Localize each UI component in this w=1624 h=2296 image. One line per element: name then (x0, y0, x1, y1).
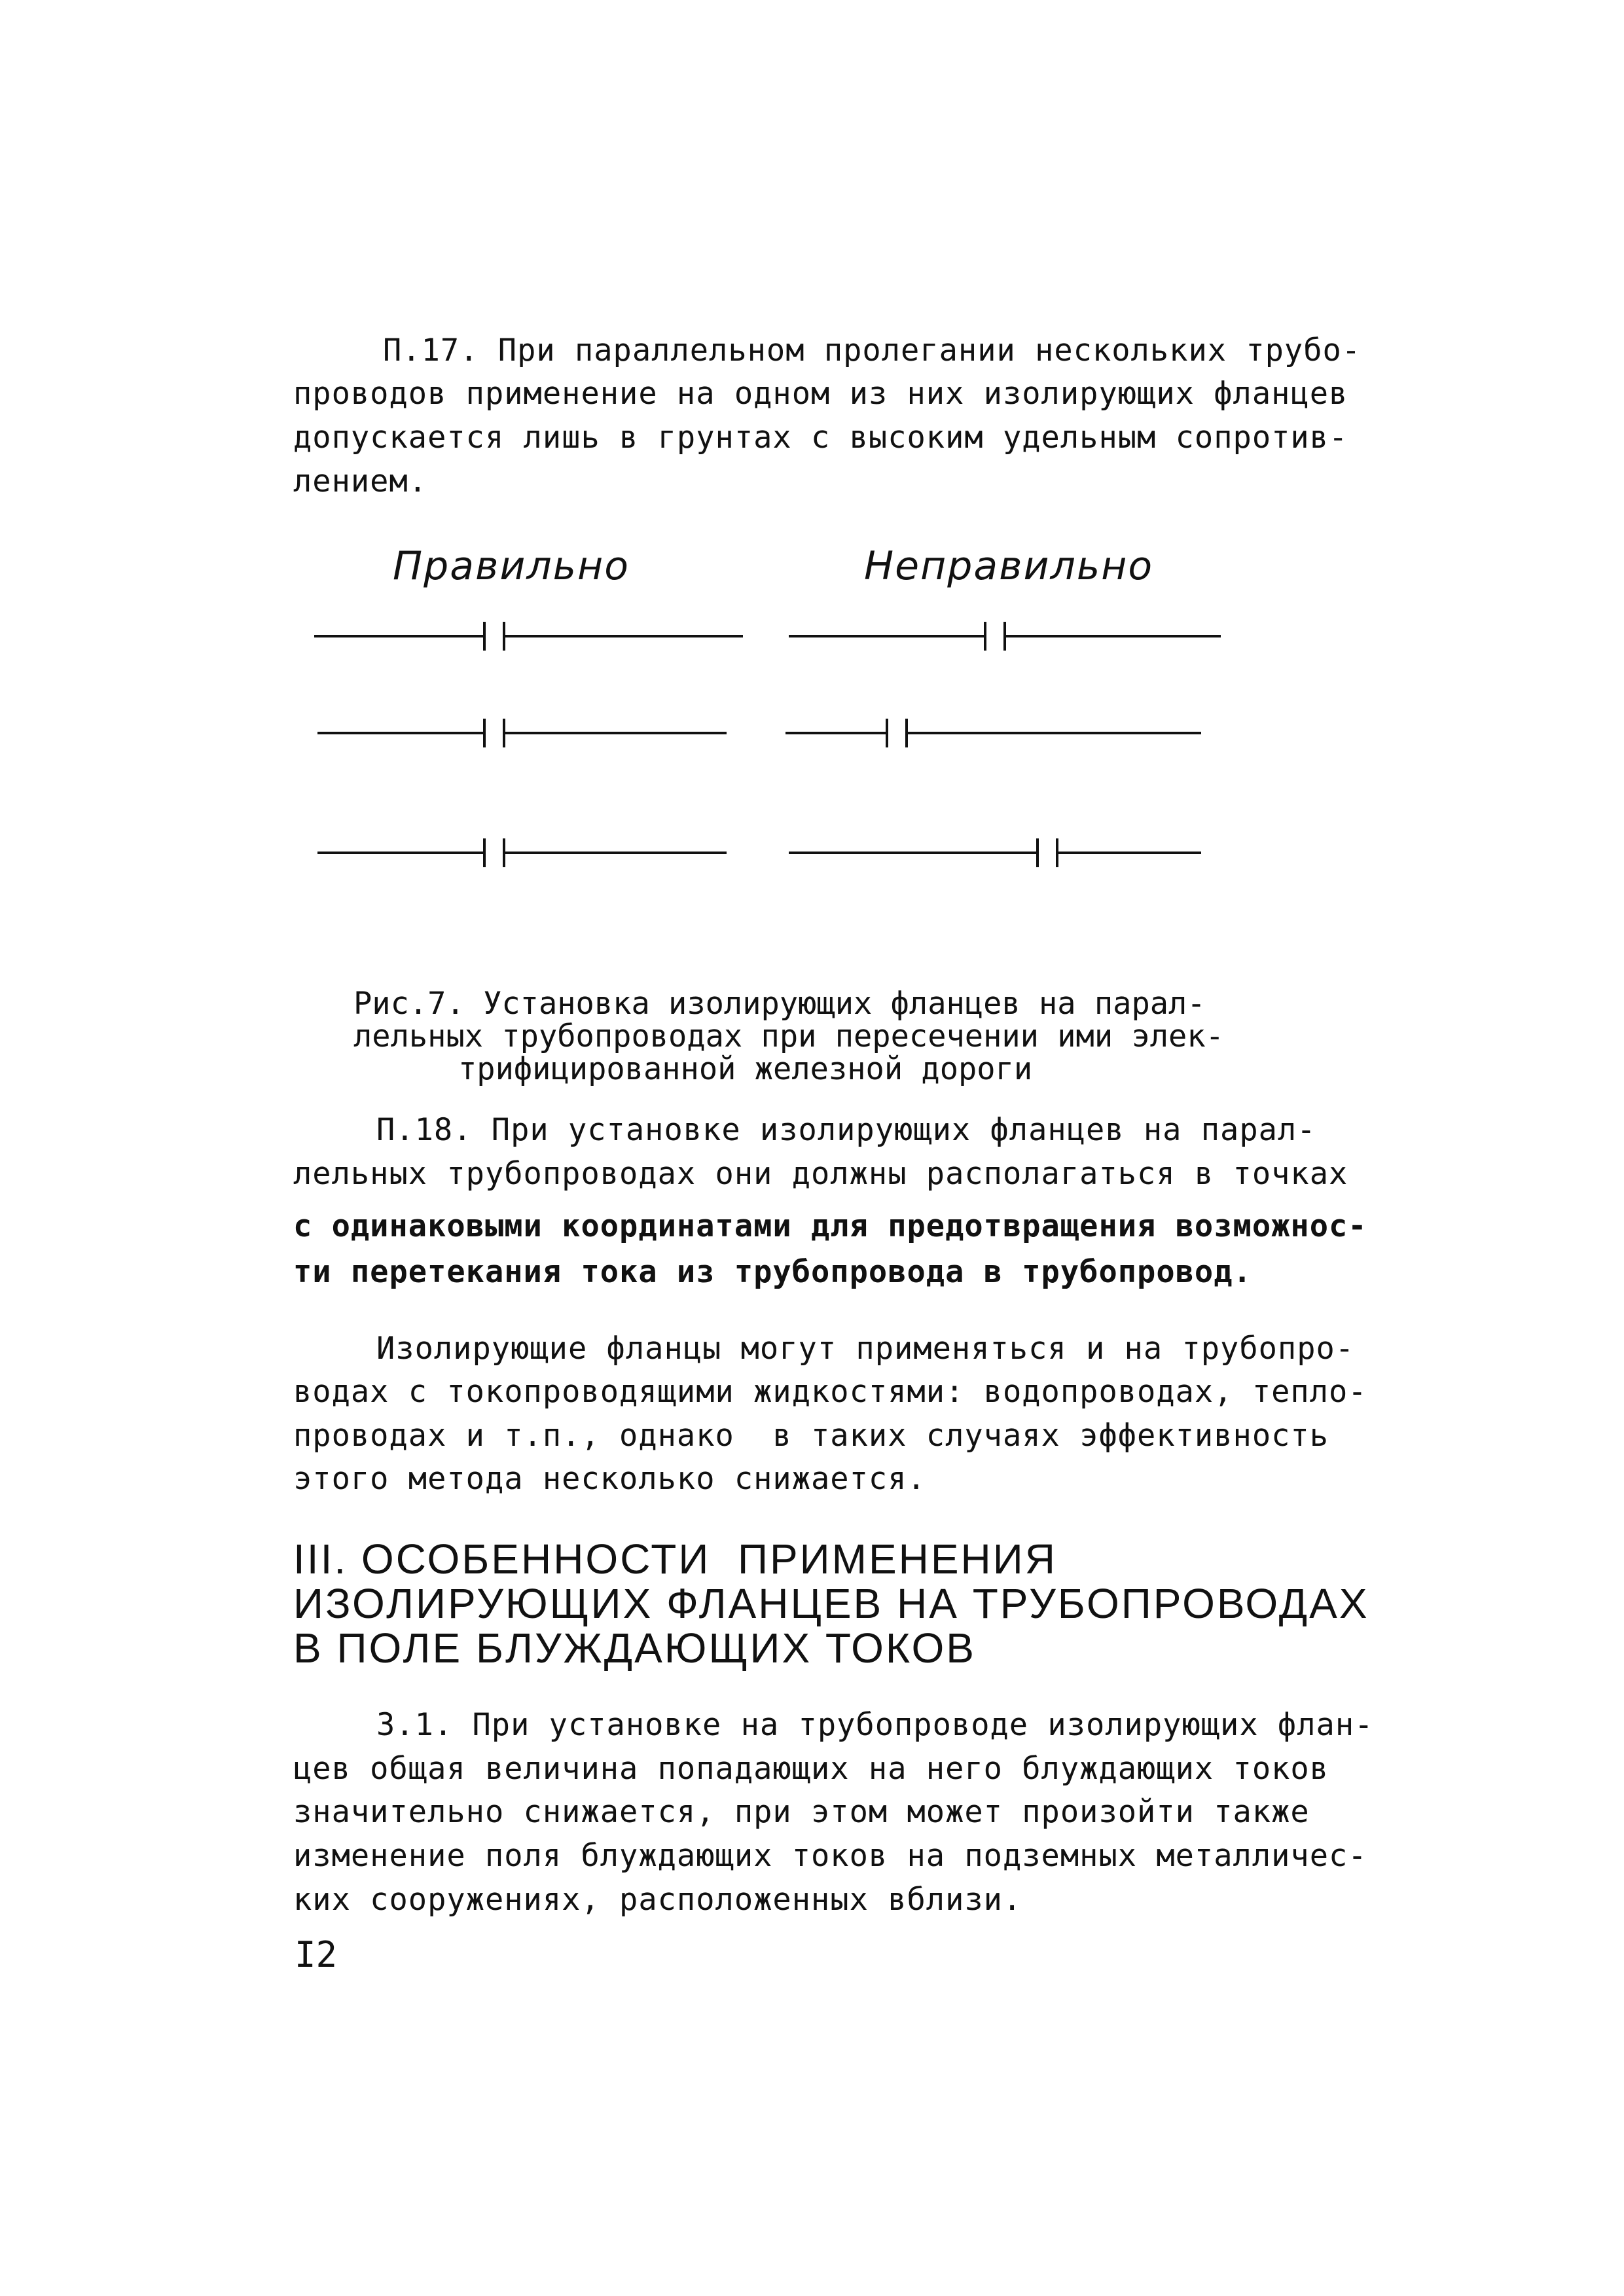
para31-line-1: 3.1. При установке на трубопроводе изолирующих флан- (376, 1707, 1374, 1743)
para17-line-4: лением. (293, 463, 428, 499)
para31-line-2: цев общая величина попадающих на него блуждающих токов (293, 1751, 1329, 1787)
correct-pipe-2 (317, 719, 727, 747)
para18-bold-line-1: с одинаковыми координатами для предотвращения возможнос- (293, 1208, 1367, 1244)
figure-caption-line-1: Рис.7. Установка изолирующих фланцев на парал- (353, 986, 1206, 1022)
note-line-3: проводах и т.п., однако в таких случаях эффективность (293, 1418, 1329, 1454)
para31-line-3: значительно снижается, при этом может произойти также (293, 1794, 1310, 1830)
section-heading-line-1: III. ОСОБЕННОСТИ ПРИМЕНЕНИЯ (293, 1535, 1057, 1583)
para18-line-1: П.18. При установке изолирующих фланцев на парал- (376, 1112, 1316, 1148)
figure-label-incorrect: Неправильно (864, 543, 1154, 589)
figure-caption-line-2: лельных трубопроводах при пересечении ими элек- (353, 1018, 1224, 1054)
figure-caption-line-3: трифицированной железной дороги (458, 1051, 1033, 1087)
correct-pipe-1 (314, 622, 743, 651)
para17-line-1: П.17. При параллельном пролегании нескольких трубо- (383, 332, 1362, 368)
para31-line-5: ких сооружениях, расположенных вблизи. (293, 1882, 1022, 1918)
para18-line-2: лельных трубопроводах они должны располагаться в точках (293, 1156, 1348, 1192)
note-line-2: водах с токопроводящими жидкостями: водопроводах, тепло- (293, 1374, 1367, 1410)
incorrect-pipe-2 (785, 719, 1201, 747)
note-line-4: этого метода несколько снижается. (293, 1461, 926, 1497)
section-heading-line-3: В ПОЛЕ БЛУЖДАЮЩИХ ТОКОВ (293, 1624, 976, 1672)
para18-bold-line-2: ти перетекания тока из трубопровода в трубопровод. (293, 1254, 1252, 1290)
page-number: I2 (295, 1934, 338, 1975)
para17-line-2: проводов применение на одном из них изолирующих фланцев (293, 376, 1348, 412)
section-heading-line-2: ИЗОЛИРУЮЩИХ ФЛАНЦЕВ НА ТРУБОПРОВОДАХ (293, 1580, 1369, 1627)
correct-pipe-3 (317, 838, 727, 867)
incorrect-pipe-3 (789, 838, 1201, 867)
figure-label-correct: Правильно (393, 543, 630, 589)
incorrect-pipe-1 (789, 622, 1221, 651)
note-line-1: Изолирующие фланцы могут применяться и на трубопро- (376, 1331, 1355, 1367)
para17-line-3: допускается лишь в грунтах с высоким удельным сопротив- (293, 420, 1348, 456)
para31-line-4: изменение поля блуждающих токов на подземных металличес- (293, 1838, 1367, 1874)
